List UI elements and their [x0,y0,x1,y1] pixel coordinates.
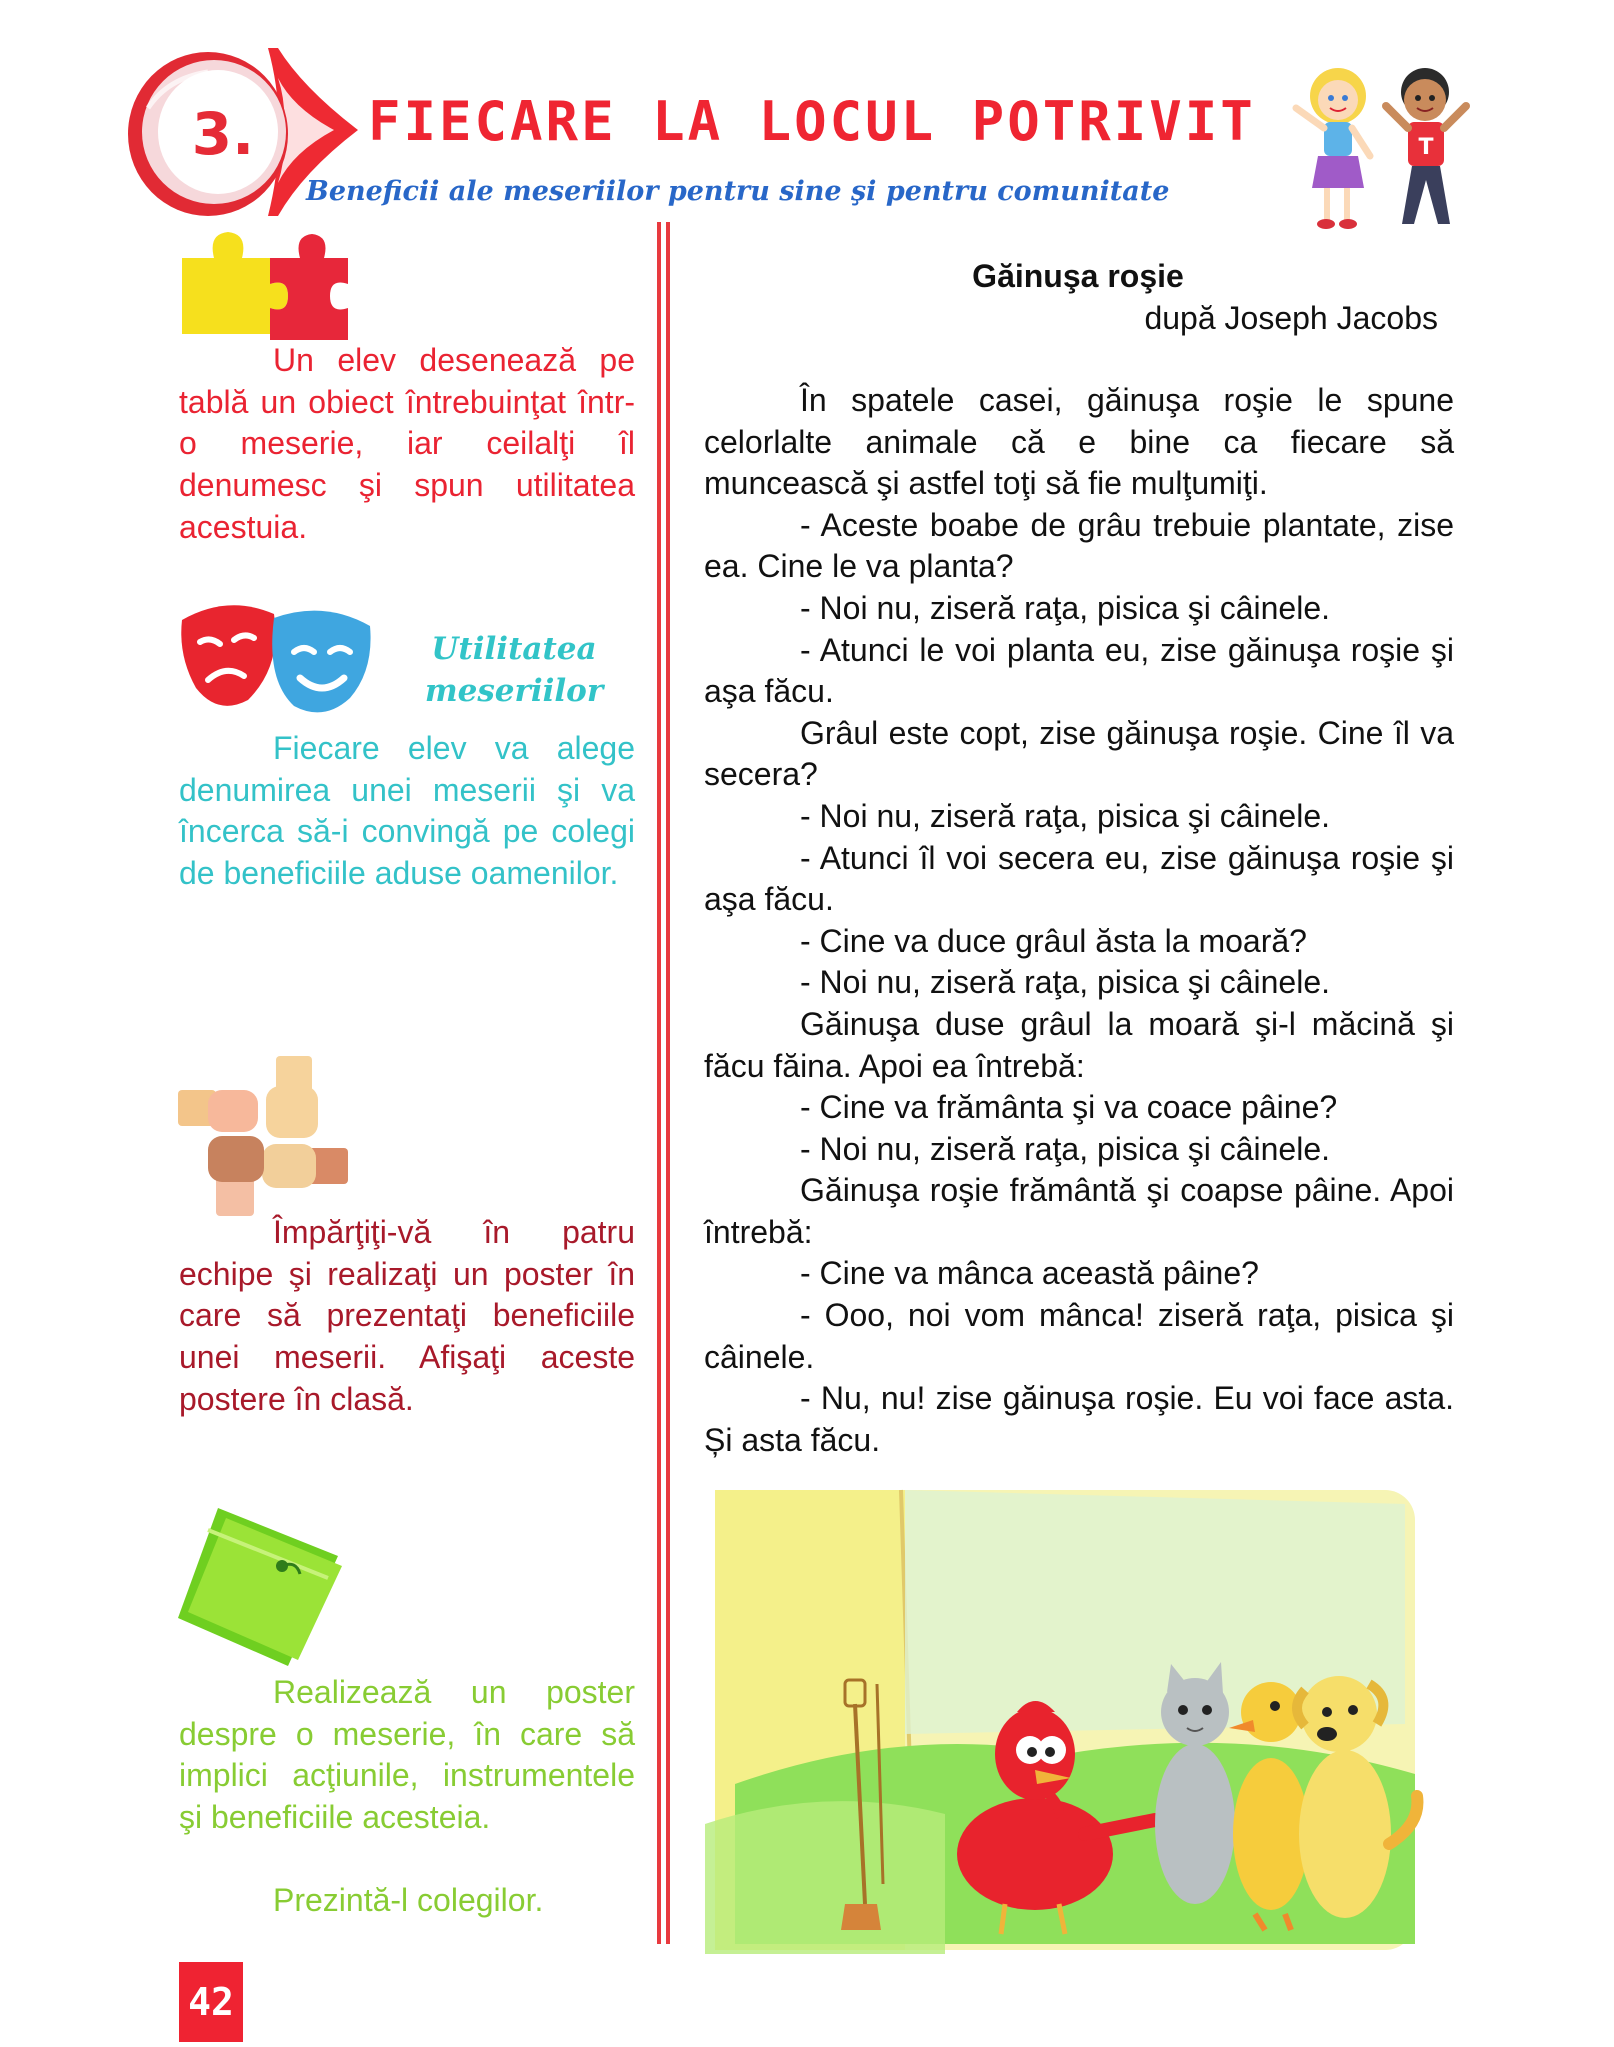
story-paragraph: Găinuşa duse grâul la moară şi-l măcină şi făcu făina. Apoi ea întrebă: [704,1005,1454,1084]
story-title: Găinuşa roşie [972,258,1184,294]
story-paragraph: - Ooo, noi vom mânca! ziseră raţa, pisica şi câinele. [704,1297,1454,1375]
page-number: 42 [179,1962,243,2042]
story-author: după Joseph Jacobs [1144,300,1438,336]
story-paragraph: - Cine va frământa şi va coace pâine? [800,1089,1338,1126]
story-paragraph: - Cine va duce grâul ăsta la moară? [800,922,1307,959]
story-illustration [705,1484,1440,1954]
story-paragraph: - Noi nu, ziseră raţa, pisica şi câinele. [800,964,1330,1001]
theater-masks-icon [178,596,374,726]
story-paragraph: - Noi nu, ziseră raţa, pisica şi câinele. [800,797,1330,834]
story-paragraph: - Aceste boabe de grâu trebuie plantate, zise ea. Cine le va planta? [704,506,1454,585]
story-paragraph: - Cine va mânca această pâine? [800,1255,1259,1292]
story-paragraph: - Noi nu, ziseră raţa, pisica şi câinele. [800,589,1330,626]
story-paragraph: - Noi nu, ziseră raţa, pisica şi câinele. [800,1130,1330,1167]
activity-2-text: Fiecare elev va alege denumirea unei meserii şi va încerca să-i convingă pe colegi de beneficiile aduse oamenilor. [179,730,635,892]
story-paragraph: - Atunci îl voi secera eu, zise găinuşa roşie şi aşa făcu. [704,839,1454,918]
activity-3-text: Împărţiţi-vă în patru echipe şi realizaţi un poster în care să prezentaţi beneficiile unei meserii. Afişaţi aceste postere în clasă. [179,1214,635,1417]
story-paragraph: Grâul este copt, zise găinuşa roşie. Cine îl va secera? [704,714,1454,793]
activity-1-text: Un elev desenează pe tablă un obiect întrebuinţat într-o meserie, iar ceilalţi îl denumesc şi spun utilitatea acestuia. [179,342,635,545]
story-paragraph: Găinuşa roşie frământă şi coapse pâine. Apoi întrebă: [704,1172,1454,1250]
activity-4-text: Realizează un poster despre o meserie, în care să implici acţiunile, instrumentele şi beneficiile acesteia. [179,1674,635,1836]
section-heading: Utilitatea meseriilor [424,631,604,709]
story-paragraph: În spatele casei, găinuşa roşie le spune celorlalte animale că e bine ca fiecare să muncească şi astfel toţi să fie mulţumiţi. [704,382,1454,502]
lesson-title: FIECARE LA LOCUL POTRIVIT [368,90,1256,153]
folder-icon [178,1508,348,1668]
story-paragraph: - Nu, nu! zise găinuşa roşie. Eu voi face asta. Și asta făcu. [704,1380,1454,1458]
puzzle-icon [178,228,350,340]
column-divider [655,222,673,1944]
story-text [704,380,1454,1461]
teamwork-hands-icon [178,1056,348,1216]
activity-4-text-2: Prezintă-l colegilor. [273,1882,544,1918]
svg-text:T: T [1418,135,1434,160]
children-illustration [1290,56,1480,236]
lesson-number: 3. [191,100,255,168]
story-paragraph: - Atunci le voi planta eu, zise găinuşa roşie şi aşa făcu. [704,631,1454,710]
lesson-subtitle: Beneficii ale meseriilor pentru sine şi pentru comunitate [306,176,1170,207]
